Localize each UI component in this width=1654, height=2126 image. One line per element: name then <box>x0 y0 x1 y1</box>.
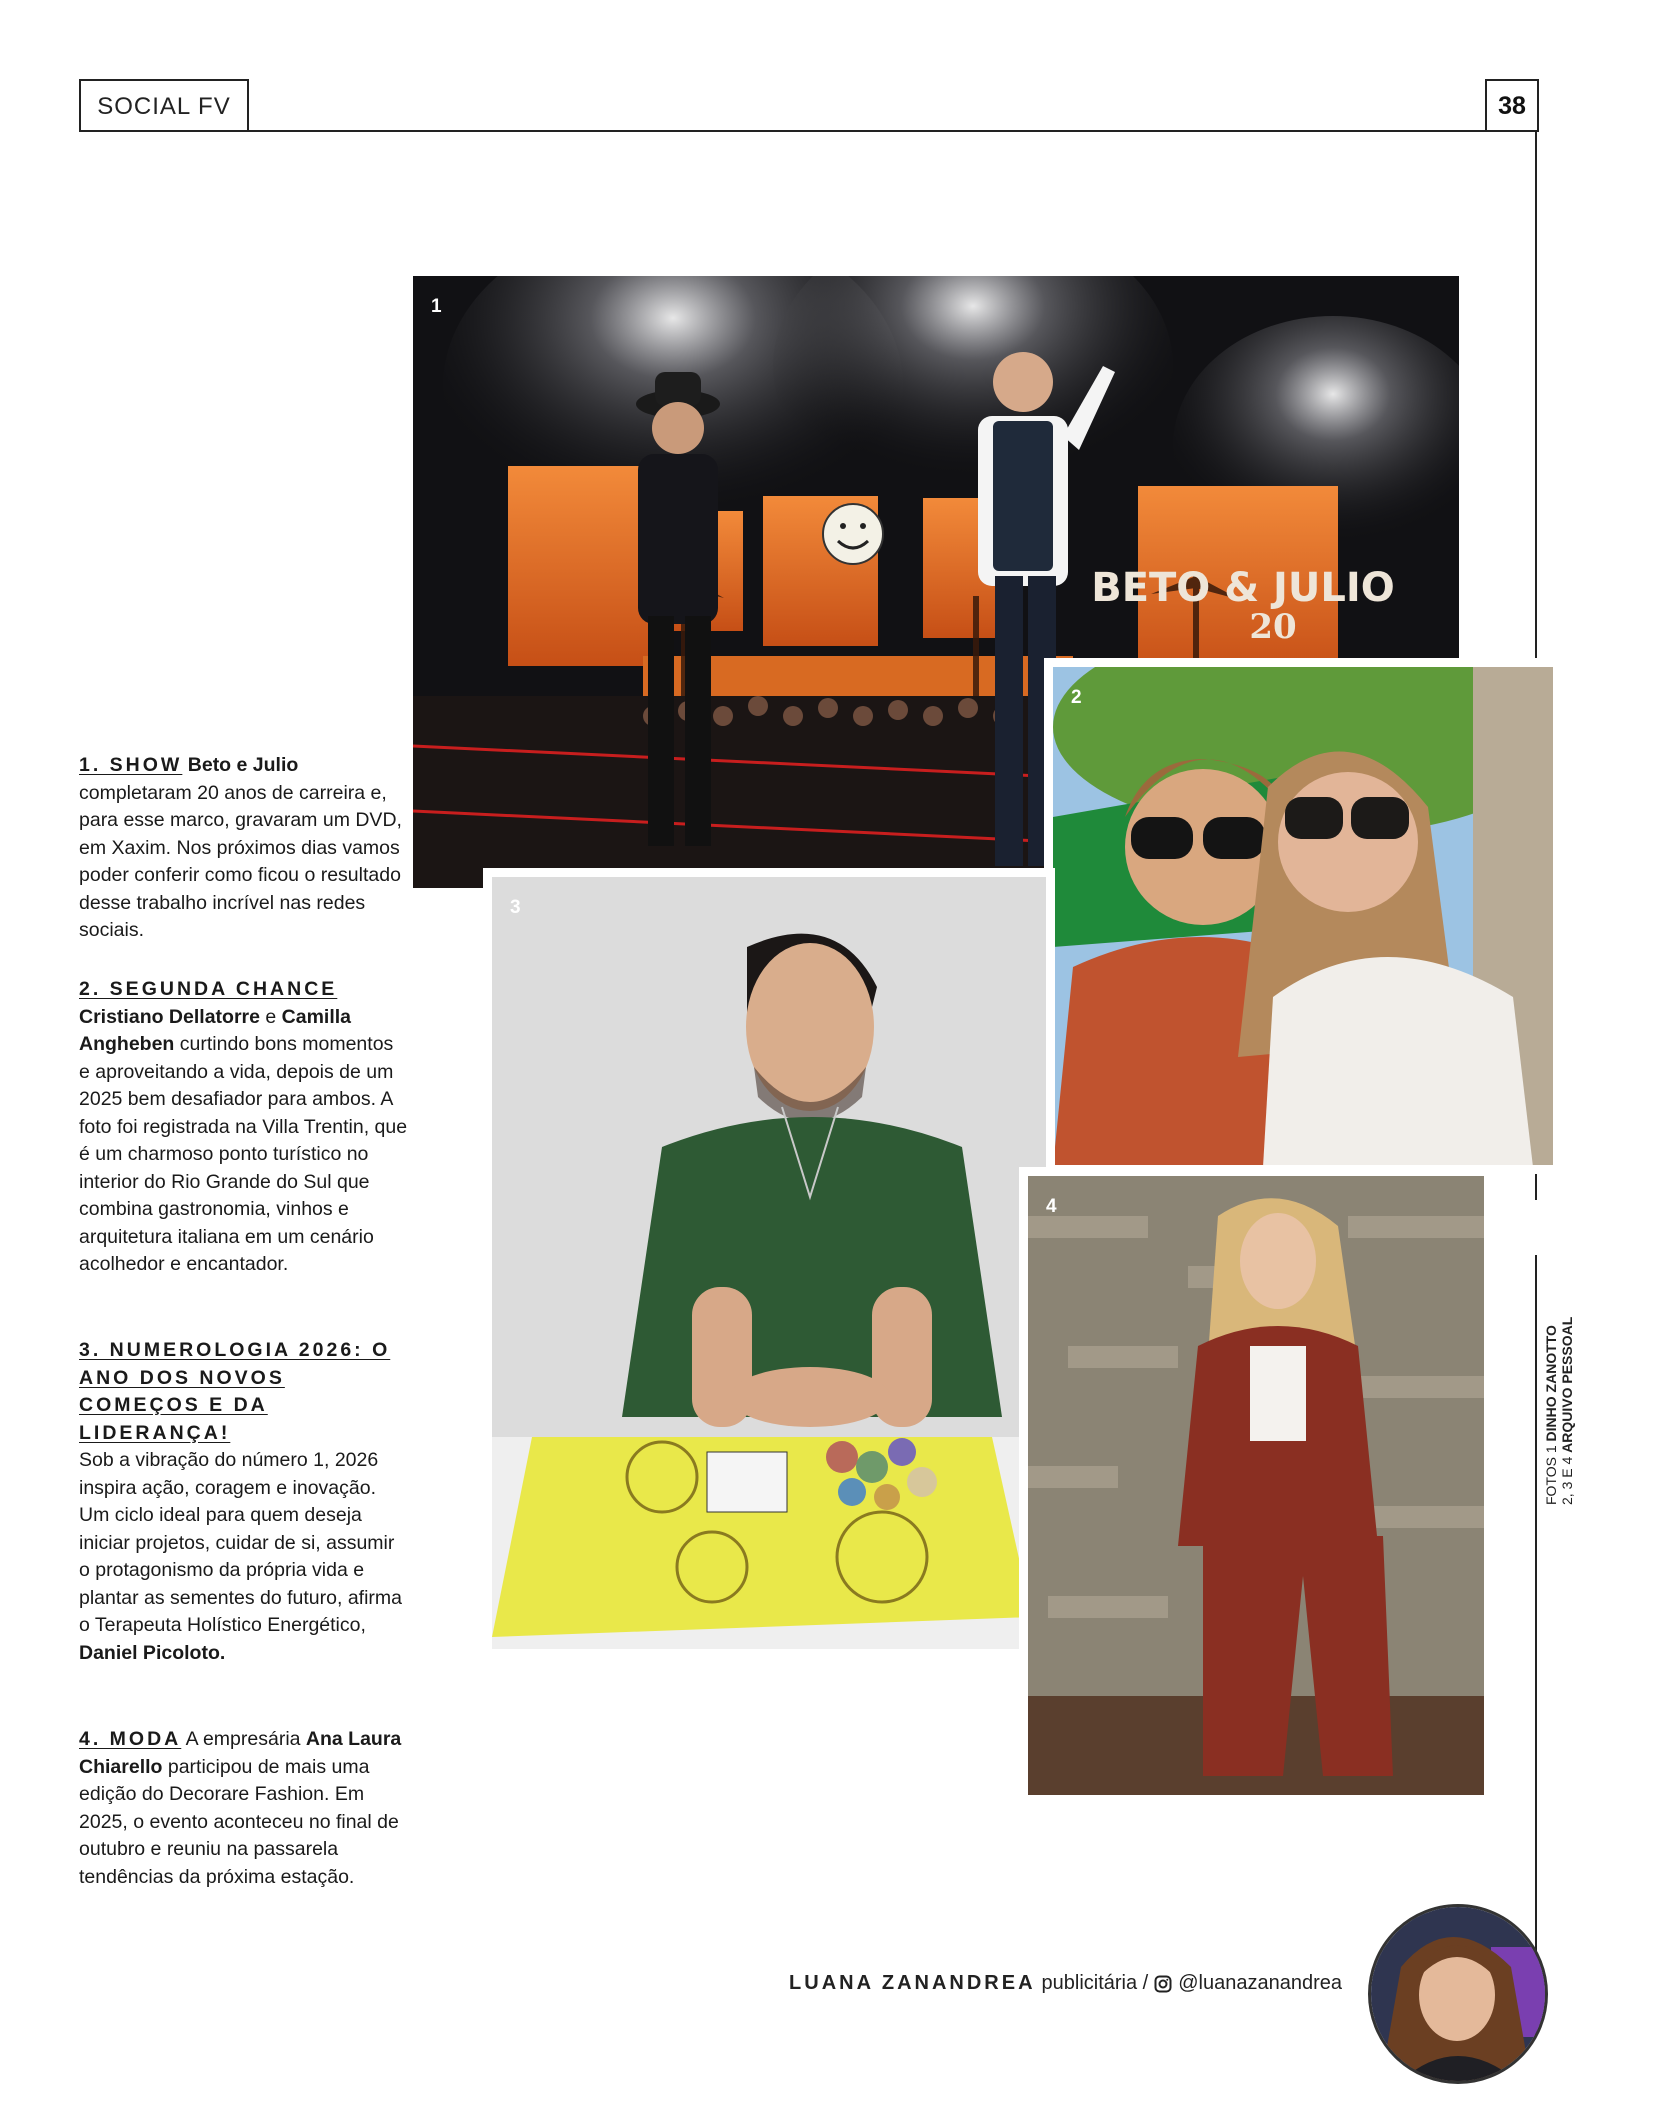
columnist-name: LUANA ZANANDREA <box>789 1972 1036 1994</box>
article-2 <box>79 976 409 1279</box>
article-text: e <box>259 1005 282 1028</box>
columnist-signature <box>789 1972 1342 1995</box>
columnist-role: publicitária / <box>1041 1972 1149 1994</box>
article-text: completaram 20 anos de carreira e, para esse marco, gravaram um DVD, em Xaxim. Nos próximos dias vamos poder conferir como ficou o resultado desse trabalho incrível nas redes sociais. <box>79 781 402 941</box>
article-4-heading: 4. MODA <box>79 1728 182 1750</box>
article-name: Daniel Picoloto. <box>79 1641 226 1664</box>
photo-number: 2 <box>1071 687 1082 708</box>
couple-selfie-photo <box>1053 667 1553 1165</box>
article-name: Ana Laura Chiarello <box>79 1728 402 1778</box>
photo-credits <box>1543 1275 1575 1505</box>
right-rule-lower <box>1535 1255 1537 2035</box>
article-text: A empresária <box>181 1728 306 1750</box>
instagram-handle[interactable]: @luanazanandrea <box>1178 1972 1342 1994</box>
credit-name: DINHO ZANOTTO <box>1543 1325 1559 1442</box>
section-label: SOCIAL FV <box>79 79 249 132</box>
article-text: participou de mais uma edição do Decorare Fashion. Em 2025, o evento aconteceu no final de outubro e reuniu na passarela tendências da próxima estação. <box>79 1755 399 1888</box>
photo-number: 1 <box>431 296 442 317</box>
credit-text: FOTOS 1 <box>1543 1441 1559 1505</box>
photo-number: 3 <box>510 897 521 918</box>
article-1-heading: 1. SHOW <box>79 754 183 776</box>
stage-logo-text: BETO & JULIO <box>1091 565 1395 611</box>
article-name: Camilla Angheben <box>79 1005 352 1055</box>
article-2-heading: 2. SEGUNDA CHANCE <box>79 978 338 1000</box>
page-number: 38 <box>1485 79 1539 132</box>
article-1 <box>79 752 409 945</box>
photo-4-fashion <box>1019 1167 1493 1804</box>
article-3-heading: 3. NUMEROLOGIA 2026: O ANO DOS NOVOS COMEÇOS E DA LIDERANÇA! <box>79 1339 391 1444</box>
photo-number: 4 <box>1046 1196 1057 1217</box>
photo-2-couple <box>1044 658 1562 1174</box>
columnist-avatar <box>1368 1904 1548 2084</box>
article-name: Beto e Julio <box>187 754 299 776</box>
instagram-icon[interactable] <box>1154 1975 1172 1993</box>
article-name: Cristiano Dellatorre <box>79 1005 260 1028</box>
avatar-photo <box>1371 1907 1545 2081</box>
article-4 <box>79 1726 409 1891</box>
woman-fashion-portrait-photo <box>1028 1176 1484 1795</box>
man-with-numerology-board-photo <box>492 877 1046 1649</box>
stage-logo-subtext: 20 <box>1249 607 1297 647</box>
credit-text: 2, 3 E 4 <box>1559 1452 1575 1505</box>
article-text: Sob a vibração do número 1, 2026 inspira ação, coragem e inovação. Um ciclo ideal para quem deseja iniciar projetos, cuidar de si, assumir o protagonismo da própria vida e plantar as sementes do futuro, afirma o Terapeuta Holístico Energético, <box>79 1449 402 1636</box>
photo-3-numerology <box>483 868 1055 1658</box>
header-rule <box>79 130 1535 132</box>
credit-name: ARQUIVO PESSOAL <box>1559 1316 1575 1453</box>
article-text: curtindo bons momentos e aproveitando a vida, depois de um 2025 bem desafiador para ambos. A foto foi registrada na Villa Trentin, que é um charmoso ponto turístico no interior do Rio Grande do Sul que combina gastronomia, vinhos e arquitetura italiana em um cenário acolhedor e encantador. <box>79 1033 408 1275</box>
article-3 <box>79 1337 404 1667</box>
